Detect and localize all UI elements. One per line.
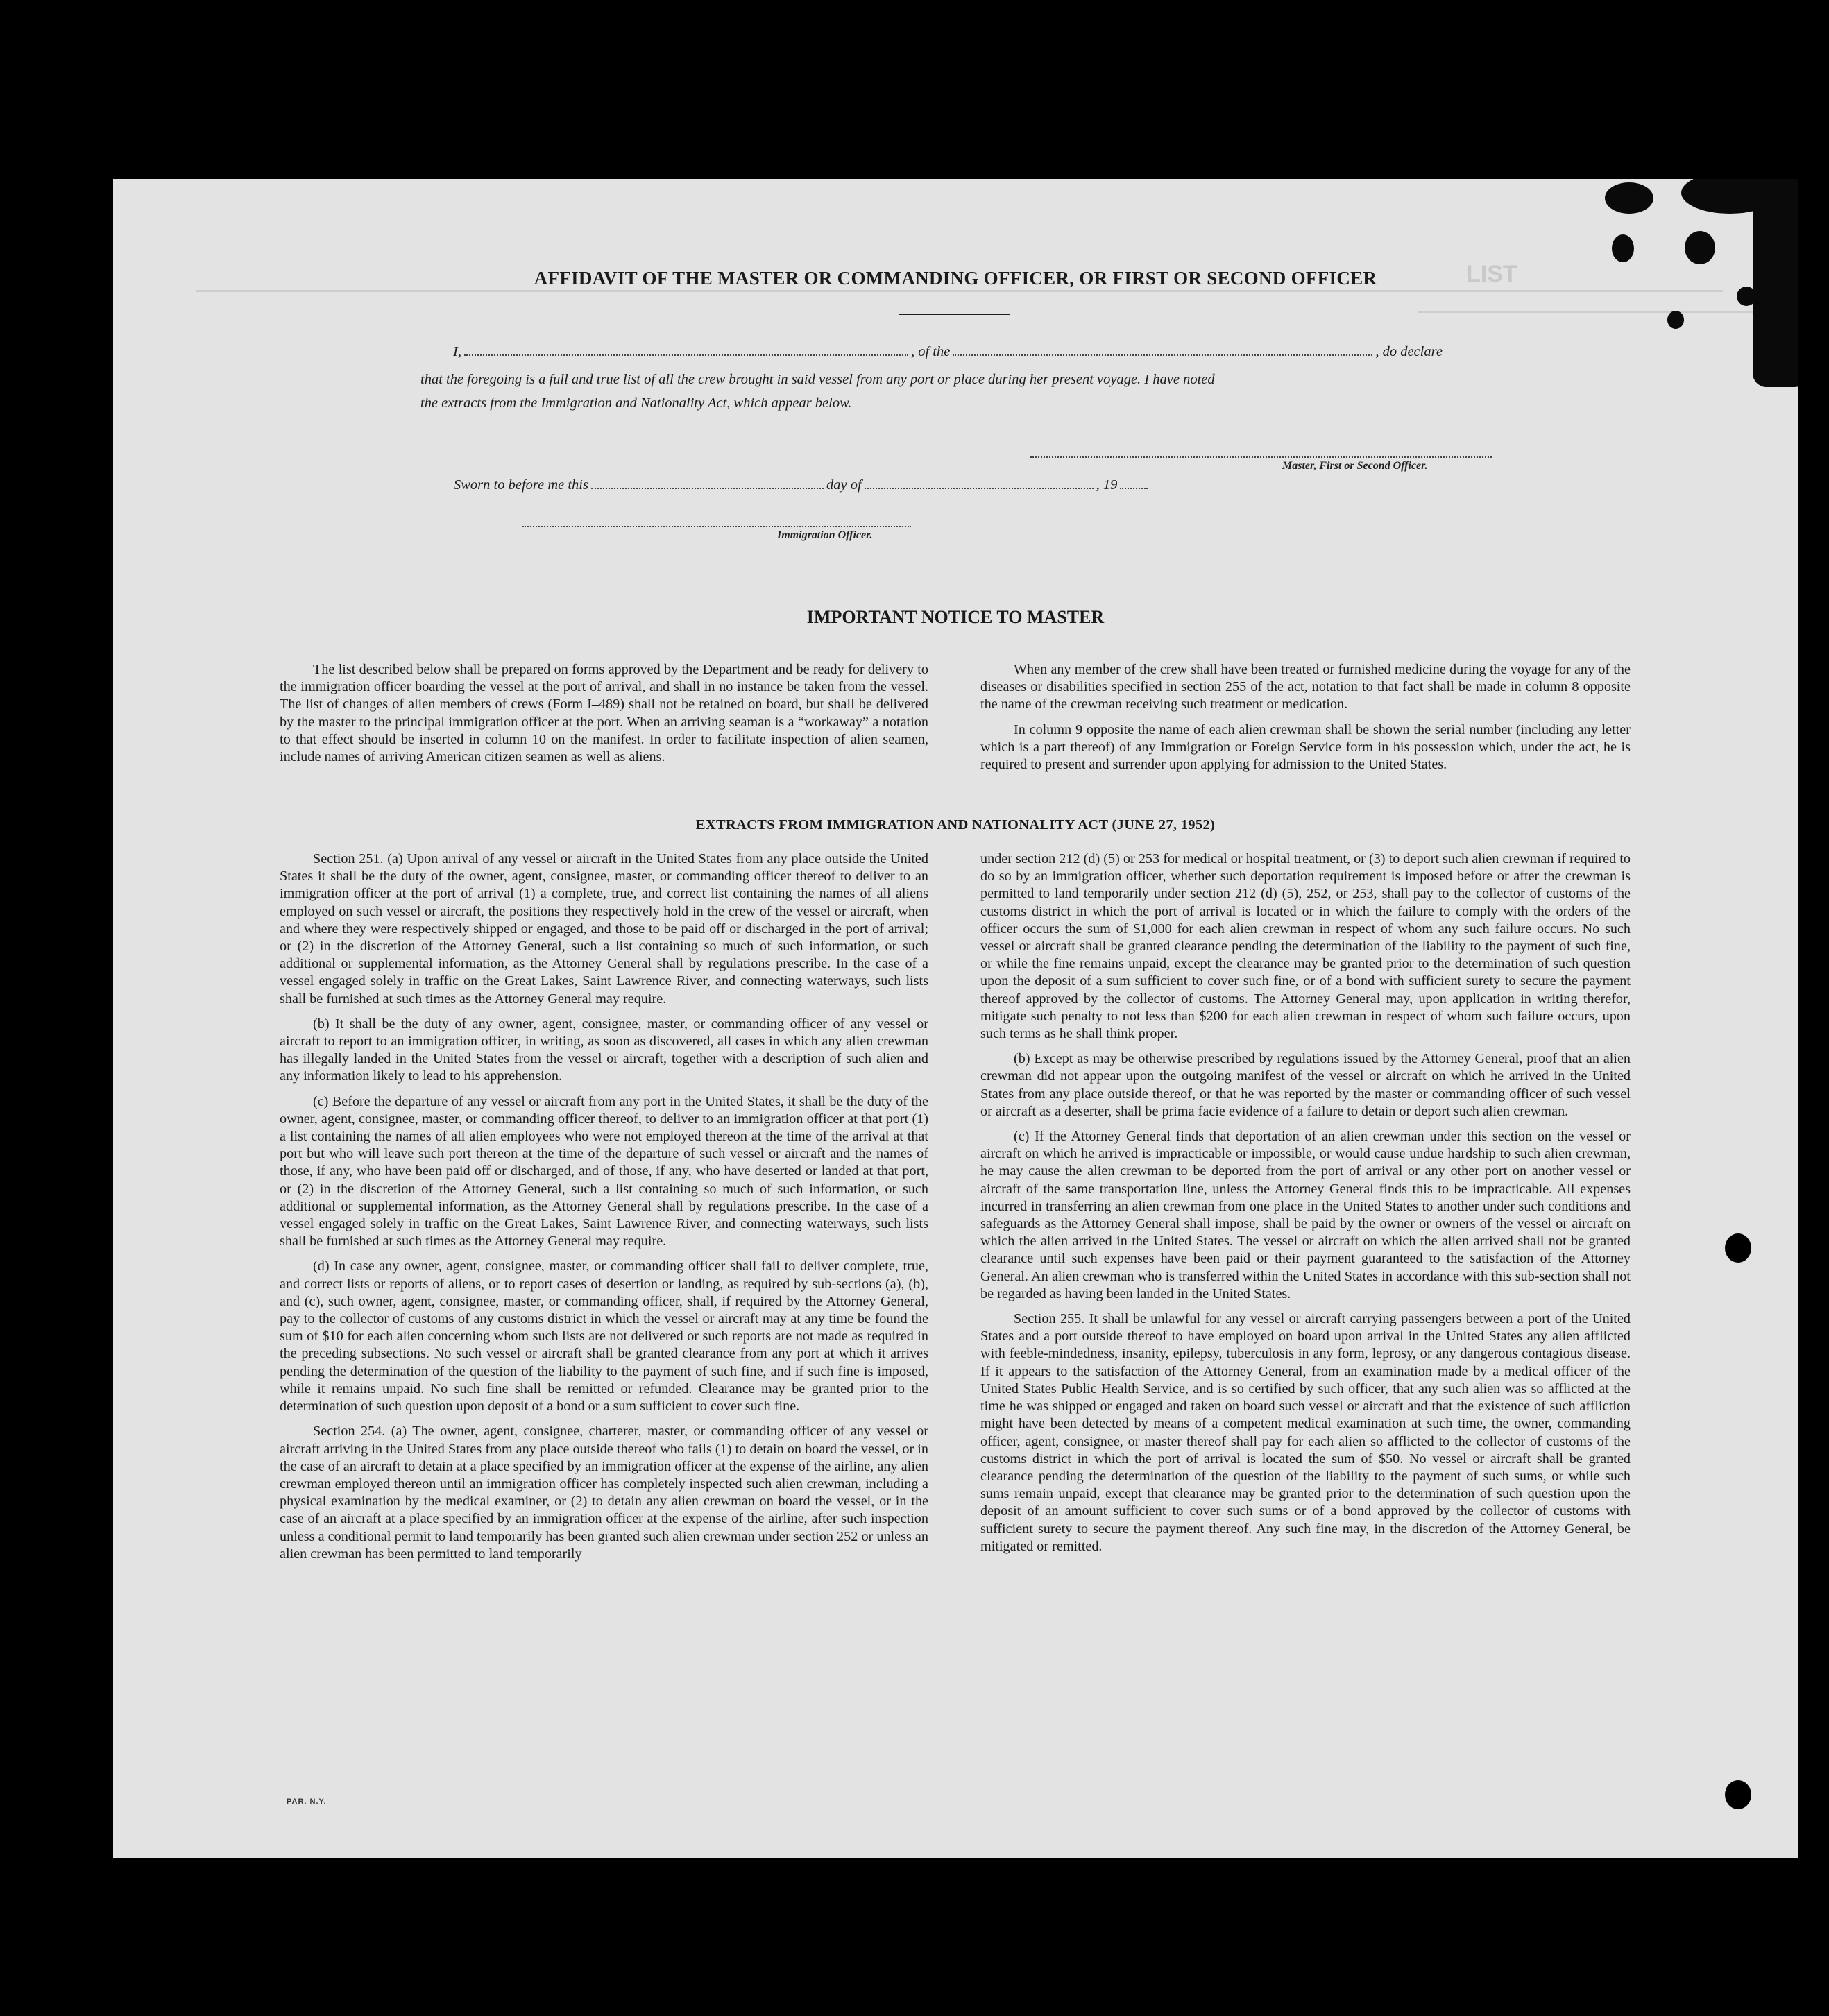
master-signature-line[interactable]: [1030, 456, 1492, 458]
section-251-a: Section 251. (a) Upon arrival of any vessel or aircraft in the United States from any place outside the United States it shall be the duty of the owner, agent, consignee, master, or commanding officer thereof to deliver to an immigration officer at the port of arrival (1) a complete, true, and correct list containing the names of all aliens employed on such vessel or aircraft, the positions they respectively hold in the crew of the vessel or aircraft, when and where they were respectively shipped or engaged, and those to be paid off or discharged in the port of arrival; or (2) in the discretion of the Attorney General, such a list containing so much of such information, or such additional or supplemental information, as the Attorney General shall by regulations prescribe. In the case of a vessel engaged solely in traffic on the Great Lakes, Saint Lawrence River, and connecting waterways, such lists shall be furnished at such times as the Attorney General may require.: [280, 851, 928, 1007]
name-blank[interactable]: [464, 354, 908, 356]
notice-right-paragraph-1: When any member of the crew shall have been treated or furnished medicine during the voyage for any of the diseases or disabilities specified in section 255 of the act, notation to that fact shall be made in column 8 opposite the name of the crewman receiving such treatment or medication.: [980, 662, 1631, 712]
sworn-month-blank[interactable]: [865, 487, 1094, 489]
immigration-officer-label: Immigration Officer.: [777, 529, 873, 541]
bleed-through-rule: [196, 290, 1723, 292]
section-251-c: (c) Before the departure of any vessel or aircraft from any port in the United States, it shall be the duty of the owner, agent, consignee, master, or commanding officer thereof, to deliver to an immigration officer at that port (1) a list containing the names of all alien employees who were not employed thereon at the time of the arrival at that port but who will leave such port thereon at the time of the departure of such vessel or aircraft and the names of those, if any, who have been paid off or discharged, and of those, if any, who have deserted or landed at that port, or (2) in the discretion of the Attorney General, such a list containing so much of such information, or such additional or supplemental information, as the Attorney General shall by regulations prescribe. In the case of a vessel engaged solely in traffic on the Great Lakes, Saint Lawrence River, and connecting waterways, such lists shall be furnished at such times as the Attorney General may require.: [280, 1093, 928, 1249]
sworn-prefix: Sworn to before me this: [454, 477, 588, 493]
sworn-day-of: day of: [826, 477, 862, 493]
sworn-year: , 19: [1096, 477, 1118, 493]
bleed-through-text: LIST: [1466, 261, 1517, 287]
ink-blot: [1685, 231, 1715, 264]
sworn-year-blank[interactable]: [1120, 487, 1148, 489]
section-251-b: (b) It shall be the duty of any owner, agent, consignee, master, or commanding officer of any vessel or aircraft to report to an immigration officer, in writing, as soon as discovered, all cases in which any alien crewman has illegally landed in the United States from the vessel or aircraft, together with a description of such alien and any information likely to lead to his apprehension.: [280, 1016, 928, 1084]
immigration-officer-signature-line[interactable]: [522, 526, 911, 527]
punch-hole: [1725, 1233, 1751, 1263]
document-page: [113, 179, 1798, 1858]
sworn-line: [454, 477, 1150, 493]
vessel-blank[interactable]: [953, 354, 1372, 356]
ink-blot: [1605, 182, 1653, 214]
bleed-through-rule: [1418, 311, 1778, 313]
printer-code: PAR. N.Y.: [287, 1797, 327, 1806]
ink-blot: [1667, 311, 1684, 329]
declaration-do-declare: , do declare: [1375, 344, 1443, 359]
declaration-of-the: , of the: [910, 344, 951, 359]
ink-blot: [1612, 234, 1634, 262]
punch-hole: [1725, 1780, 1751, 1809]
sworn-day-blank[interactable]: [591, 487, 824, 489]
notice-right-paragraph-2: In column 9 opposite the name of each alien crewman shall be shown the serial number (including any letter which is a part thereof) of any Immigration or Foreign Service form in his possession which, under the act, he is required to present and surrender upon applying for admission to the United States.: [980, 721, 1631, 773]
statement-line-2: the extracts from the Immigration and Nationality Act, which appear below.: [420, 395, 852, 411]
master-signature-label: Master, First or Second Officer.: [1282, 460, 1428, 472]
extracts-title: EXTRACTS FROM IMMIGRATION AND NATIONALITY ACT (JUNE 27, 1952): [695, 817, 1216, 832]
title-underline: [899, 314, 1010, 315]
section-251-d: (d) In case any owner, agent, consignee, master, or commanding officer shall fail to deliver complete, true, and correct lists or reports of aliens, or to report cases of desertion or landing, as required by sub-sections (a), (b), and (c), such owner, agent, consignee, master, or commanding officer, shall, if required by the Attorney General, pay to the collector of customs of any customs district in which the vessel or aircraft may at any time be found the sum of $10 for each alien concerning whom such lists are not delivered or such reports are not made as required in the preceding subsections. No such vessel or aircraft shall be granted clearance from any port at which it arrives pending the determination of the question of the liability to the payment of such fine, and if such fine is imposed, while it remains unpaid. No such fine shall be remitted or refunded. Clearance may be granted prior to the determination of such question upon deposit of a bond or a sum sufficient to cover such fine.: [280, 1258, 928, 1415]
section-254-b: (b) Except as may be otherwise prescribed by regulations issued by the Attorney General, proof that an alien crewman did not appear upon the outgoing manifest of the vessel or aircraft on which he arrived in the United States from any place outside thereof, or that he was reported by the master or commanding officer of such vessel or aircraft as a deserter, shall be prima facie evidence of a failure to detain or deport such alien crewman.: [980, 1051, 1631, 1119]
declaration-i: I,: [453, 344, 461, 359]
extracts-right-column: [980, 851, 1631, 1563]
statement-line-1: that the foregoing is a full and true list of all the crew brought in said vessel from any port or place during her present voyage. I have noted: [420, 372, 1215, 387]
section-254-a: Section 254. (a) The owner, agent, consignee, charterer, master, or commanding officer of any vessel or aircraft arriving in the United States from any place outside thereof who fails (1) to detain on board the vessel, or in the case of an aircraft to detain at a place specified by an immigration officer at the expense of the airline, any alien crewman employed thereon until an immigration officer has completely inspected such alien crewman, including a physical examination by the medical examiner, or (2) to detain any alien crewman on board the vessel, or in the case of an aircraft at a place specified by an immigration officer at the expense of the airline, after such inspection unless a conditional permit to land temporarily has been granted such alien crewman under section 252 or unless an alien crewman has been permitted to land temporarily: [280, 1424, 928, 1562]
ink-blot: [1737, 287, 1756, 306]
affidavit-title: AFFIDAVIT OF THE MASTER OR COMMANDING OFFICER, OR FIRST OR SECOND OFFICER: [534, 268, 1377, 289]
declaration-line: [453, 344, 1443, 360]
notice-right-column: [980, 661, 1631, 781]
section-254-a-continued: under section 212 (d) (5) or 253 for medical or hospital treatment, or (3) to deport such alien crewman if required to do so by an immigration officer, whether such deportation requirement is imposed before or after the crewman is permitted to land temporarily under section 212 (d) (5), 252, or 253, shall pay to the collector of customs of the customs district in which the port of arrival is located or in which the failure to comply with the orders of the officer occurs the sum of $1,000 for each alien crewman in respect of whom any such failure occurs. No such vessel or aircraft shall be granted clearance pending the determination of the liability to the payment of such fine, or while the fine remains unpaid, except the clearance may be granted prior to the determination of such question upon the deposit of a sum sufficient to cover such fine, or of a bond with sufficient surety to secure the payment thereof approved by the collector of customs. The Attorney General may, upon application in writing therefor, mitigate such penalty to not less than $200 for each alien crewman in respect of whom such failure occurs, upon such terms as he shall think proper.: [980, 851, 1631, 1042]
section-255: Section 255. It shall be unlawful for any vessel or aircraft carrying passengers between a port of the United States and a port outside thereof to have employed on board upon arrival in the United States any alien afflicted with feeble-mindedness, insanity, epilepsy, tuberculosis in any form, leprosy, or any dangerous contagious disease. If it appears to the satisfaction of the Attorney General, from an examination made by a medical officer of the United States Public Health Service, and is so certified by such officer, that any such alien was so afflicted at the time he was shipped or engaged and taken on board such vessel or aircraft and that the existence of such affliction might have been detected by means of a competent medical examination at such time, the owner, commanding officer, agent, consignee, or master thereof shall pay for each alien so afflicted to the collector of customs of the customs district in which the port of arrival is located the sum of $50. No vessel or aircraft shall be granted clearance pending the determination of the question of the liability to the payment of such sums, or while such sums remain unpaid, except that clearance may be granted prior to the determination of such question upon the deposit of an amount sufficient to cover such sums or of a bond approved by the collector of customs with sufficient surety to secure the payment thereof. Any such fine may, in the discretion of the Attorney General, be mitigated or remitted.: [980, 1311, 1631, 1554]
extracts-left-column: [280, 851, 928, 1571]
section-254-c: (c) If the Attorney General finds that deportation of an alien crewman under this section on the vessel or aircraft on which he arrived is impracticable or impossible, or would cause undue hardship to such alien crewman, he may cause the alien crewman to be deported from the port of arrival or any other port on another vessel or aircraft of the same transportation line, unless the Attorney General finds this to be impracticable. All expenses incurred in transferring an alien crewman from one place in the United States to another under such conditions and safeguards as the Attorney General shall impose, shall be paid by the owner or owners of the vessel or aircraft on which the alien arrived in the United States. The vessel or aircraft on which the alien arrived shall not be granted clearance until such expenses have been paid or their payment guaranteed to the satisfaction of the Attorney General. An alien crewman who is transferred within the United States in accordance with this sub-section shall not be regarded as having been landed in the United States.: [980, 1129, 1631, 1301]
notice-left-column: [280, 661, 928, 774]
notice-left-paragraph: The list described below shall be prepared on forms approved by the Department and be ready for delivery to the immigration officer boarding the vessel at the port of arrival, and shall in no instance be taken from the vessel. The list of changes of alien members of crews (Form I–489) shall not be retained on board, but shall be delivered by the master to the principal immigration officer at the port. When an arriving seaman is a “workaway” a notation to that effect should be inserted in column 10 on the manifest. In order to facilitate inspection of alien seamen, include names of arriving American citizen seamen as well as aliens.: [280, 662, 928, 765]
notice-title: IMPORTANT NOTICE TO MASTER: [806, 607, 1105, 627]
